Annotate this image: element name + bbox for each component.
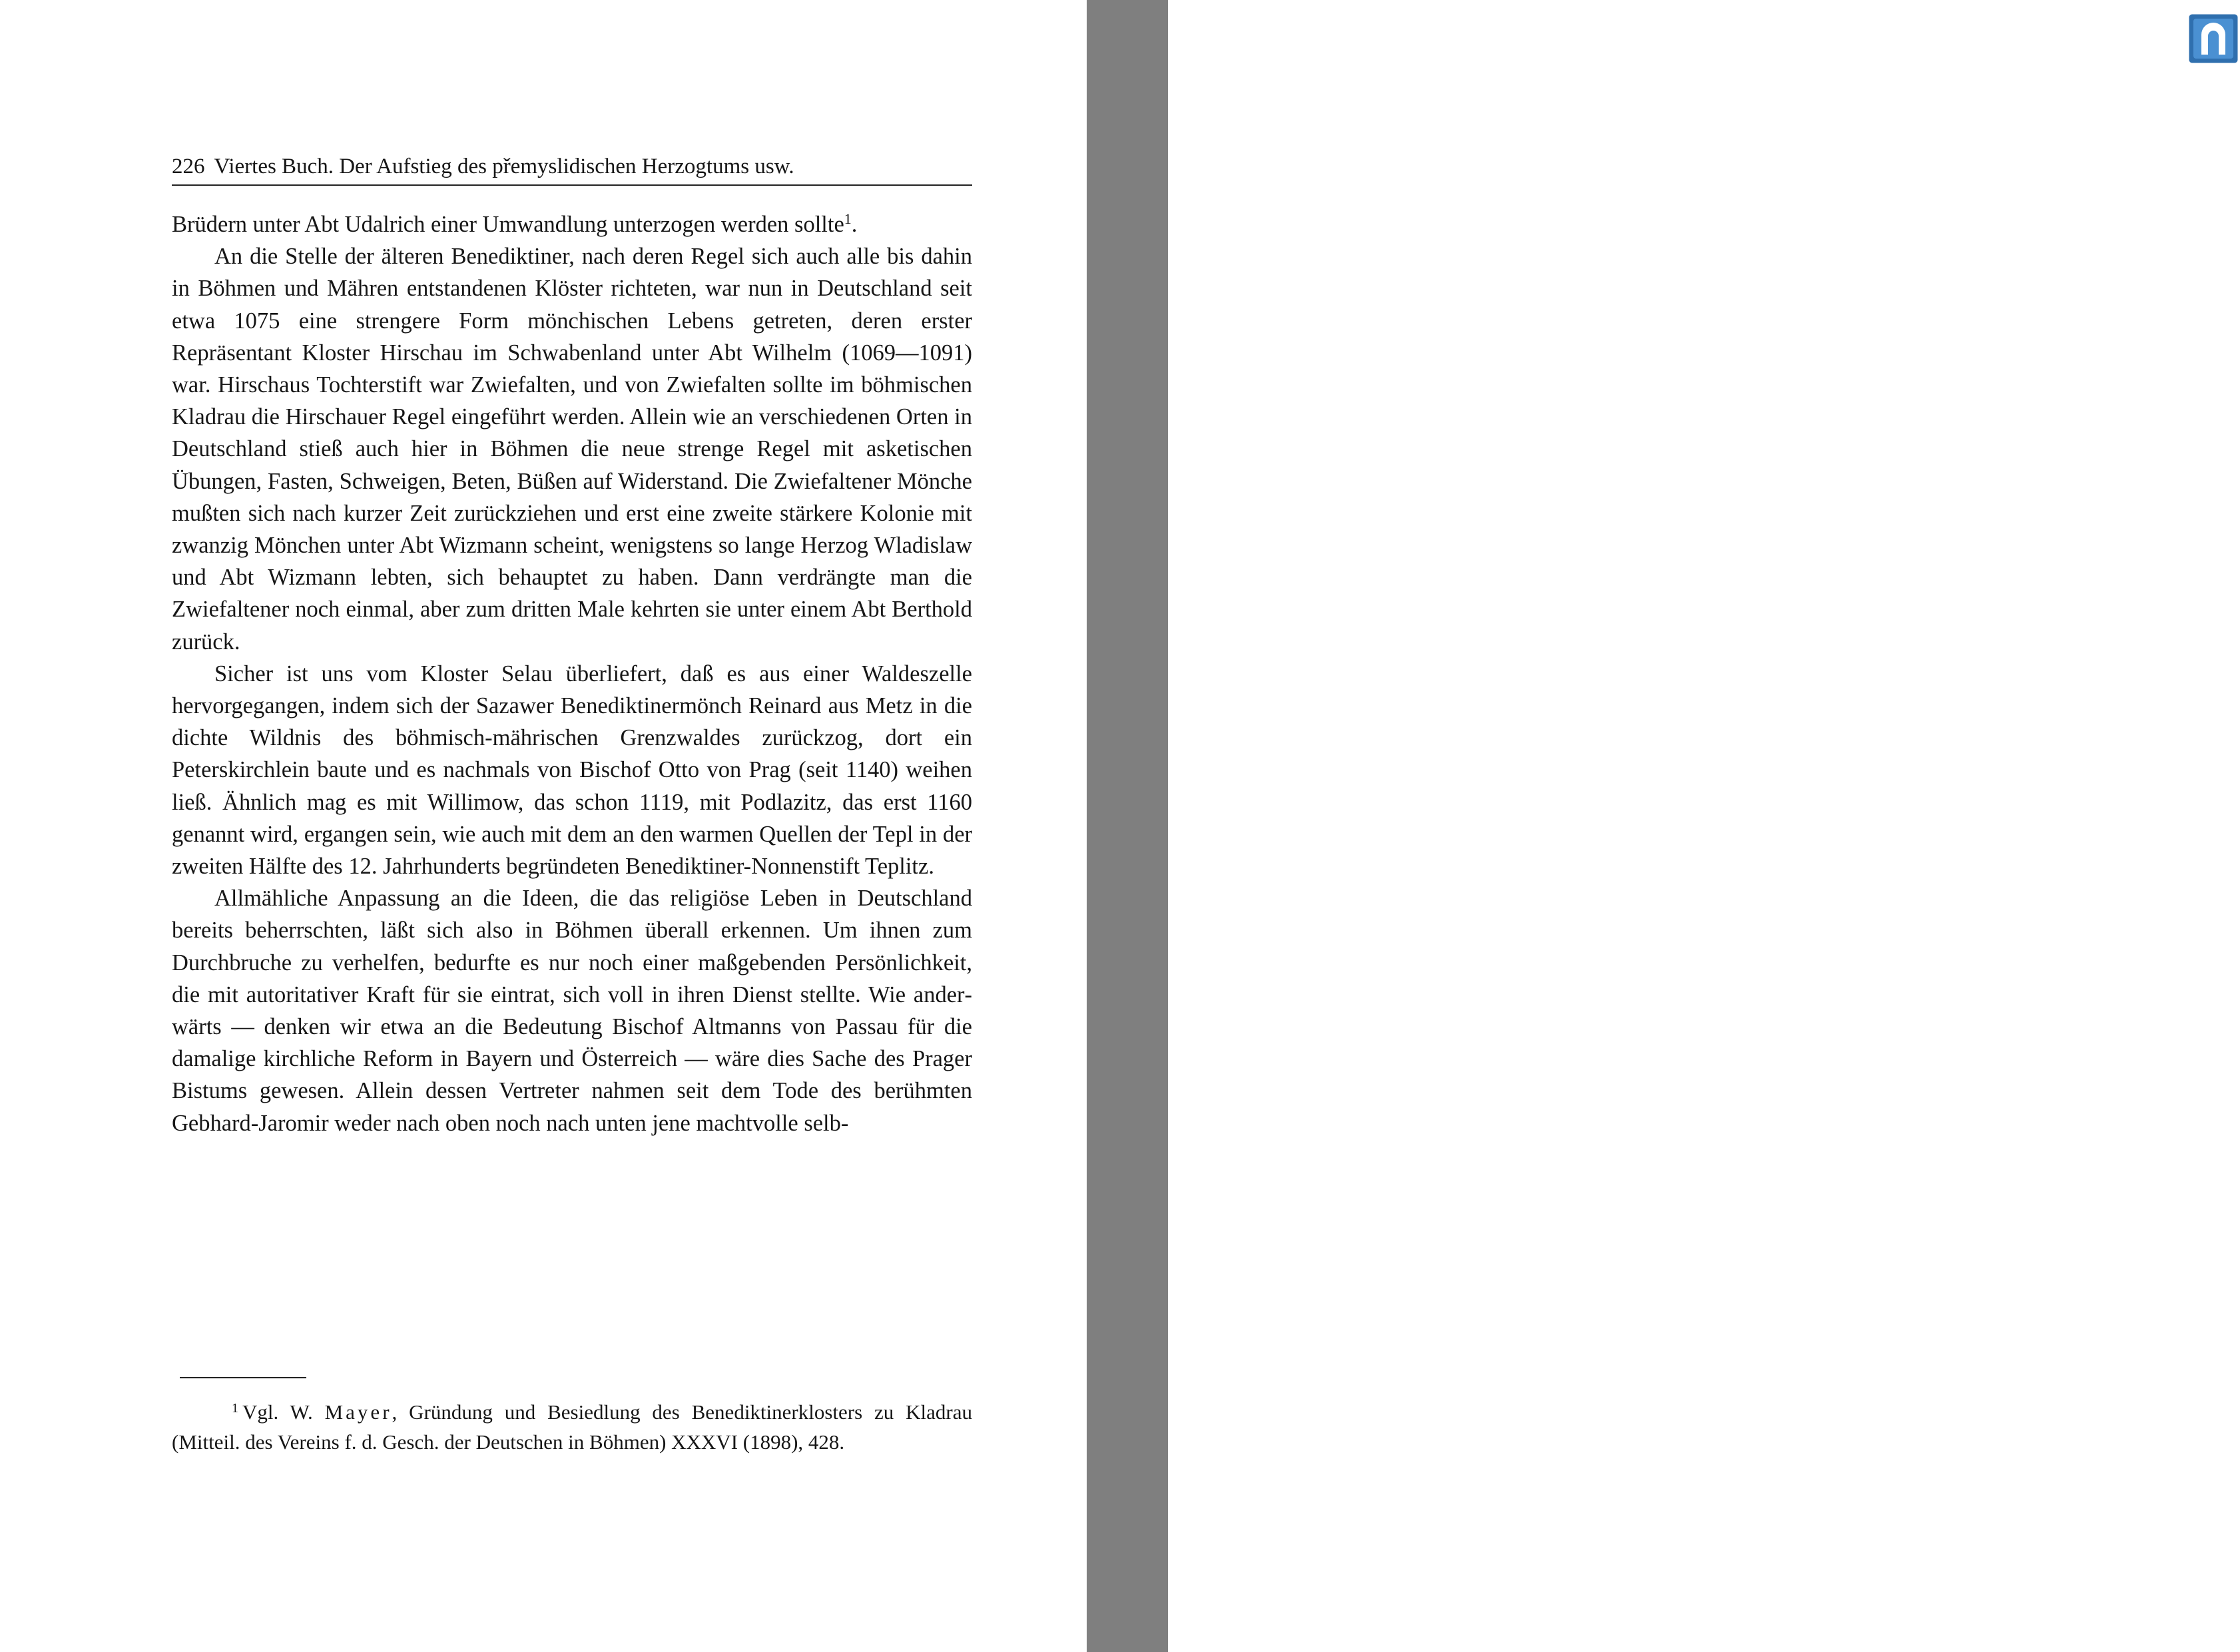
running-header xyxy=(172,152,972,181)
footnote-author: Mayer xyxy=(324,1400,392,1424)
paragraph-4: Allmähliche Anpassung an die Ideen, die das religiöse Leben in Deutschland bereits beherrschten, läßt sich also in Böhmen überall erkennen. Um ihnen zum Durchbruche zu verhelfen, bedurfte es nur noch einer maßgebenden Persönlichkeit, die mit autoritativer Kraft für sie eintrat, sich voll in ihren Dienst stellte. Wie anderwärts — denken wir etwa an die Bedeutung Bischof Altmanns von Passau für die damalige kirchliche Reform in Bayern und Österreich — wäre dies Sache des Prager Bistums gewesen. Allein dessen Vertreter nahmen seit dem Tode des berühmten Gebhard-Jaromir weder nach oben noch nach unten jene machtvolle selb- xyxy=(172,886,972,1136)
header-rule xyxy=(172,184,972,186)
document-page xyxy=(0,0,1085,1652)
footnote-marker: 1 xyxy=(232,1401,238,1416)
footnotes xyxy=(172,1397,972,1457)
paragraph-3: Sicher ist uns vom Kloster Selau überliefert, daß es aus einer Waldeszelle hervorgegangen, indem sich der Sazawer Benediktinermönch Reinard aus Metz in die dichte Wildnis des böhmisch-mährischen Grenzwaldes zurückzog, dort ein Peterskirchlein baute und es nachmals von Bischof Otto von Prag (seit 1140) weihen ließ. Ähnlich mag es mit Willimow, das schon 1119, mit Podlazitz, das erst 1160 genannt wird, ergangen sein, wie auch mit dem an den warmen Quellen der Tepl in der zweiten Hälfte des 12. Jahrhunderts begründeten Benediktiner-Nonnenstift Teplitz. xyxy=(172,661,972,880)
body-text xyxy=(172,208,972,1139)
footnote-1 xyxy=(172,1397,972,1457)
footnote-reference[interactable]: 1 xyxy=(844,210,852,227)
footnote-text: , Gründung und Besiedlung des Benediktinerklosters zu Kladrau (Mitteil. des Vereins f. d. Gesch. der Deutschen in Böhmen) XXXVI (1898), 428. xyxy=(172,1400,973,1454)
watermark-notice: Créé par la version démo de Universal Document Converter. La version complète n'ajoute pas ce texte. xyxy=(2211,79,2231,1011)
watermark-text xyxy=(2183,79,2233,1011)
paragraph-1-text: Brüdern unter Abt Udalrich einer Umwandlung unterzogen werden sollte xyxy=(172,212,844,237)
udc-logo-icon[interactable] xyxy=(2187,12,2240,65)
footnote-rule xyxy=(180,1377,306,1378)
watermark-url[interactable]: FR.PRINT-DRIVER.COM xyxy=(2185,79,2206,280)
running-title: Viertes Buch. Der Aufstieg des přemyslidischen Herzogtums usw. xyxy=(214,154,794,178)
footnote-prefix: Vgl. W. xyxy=(242,1400,313,1424)
paragraph-1-end: . xyxy=(851,212,858,237)
paragraph-2: An die Stelle der älteren Benediktiner, nach deren Regel sich auch alle bis dahin in Böhmen und Mähren entstandenen Klöster richteten, war nun in Deutschland seit etwa 1075 eine strengere Form mönchischen Lebens getreten, deren erster Repräsentant Kloster Hirschau im Schwabenland unter Abt Wilhelm (1069—1091) war. Hirschaus Tochterstift war Zwiefalten, und von Zwiefalten sollte im böhmischen Kladrau die Hirschauer Regel eingeführt werden. Allein wie an verschiedenen Orten in Deutschland stieß auch hier in Böhmen die neue strenge Regel mit asketischen Übungen, Fasten, Schweigen, Beten, Büßen auf Widerstand. Die Zwiefaltener Mönche mußten sich nach kurzer Zeit zurückziehen und erst eine zweite stärkere Kolonie mit zwanzig Mönchen unter Abt Wizmann scheint, wenigstens so lange Herzog Wladislaw und Abt Wizmann lebten, sich behauptet zu haben. Dann verdrängte man die Zwiefaltener noch einmal, aber zum dritten Male kehrten sie unter einem Abt Berthold zurück. xyxy=(172,244,972,655)
page-number: 226 xyxy=(172,154,205,178)
paragraph-1 xyxy=(172,208,972,240)
watermark-sidebar xyxy=(1087,0,2231,1652)
